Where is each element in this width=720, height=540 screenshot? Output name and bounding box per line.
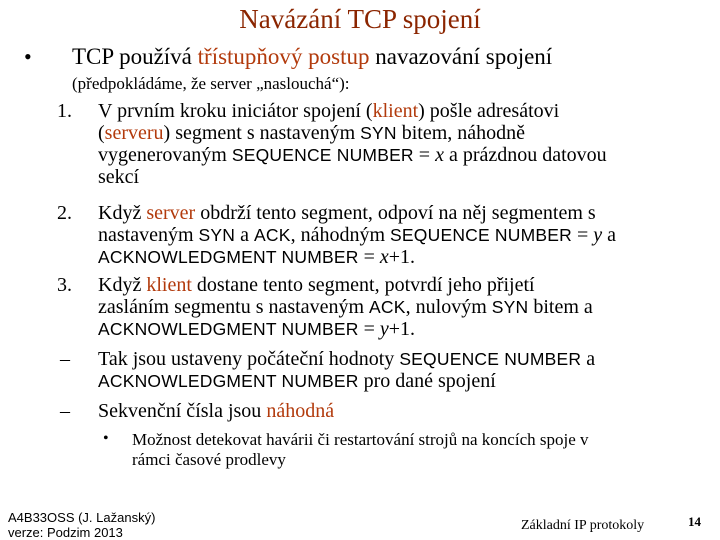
step-text: y xyxy=(379,318,389,340)
step-line xyxy=(98,318,415,341)
step-text: y xyxy=(593,224,603,246)
step-text: Sekvenční čísla jsou xyxy=(98,400,267,422)
main-point-text-end: navazování spojení xyxy=(369,44,553,69)
step-text: a prázdnou datovou xyxy=(443,144,607,166)
protocol-field: SEQUENCE NUMBER xyxy=(399,349,582,369)
step-text: Když xyxy=(98,202,147,224)
step-text: zasláním segmentu s nastaveným xyxy=(98,296,370,318)
step-text: , náhodným xyxy=(290,224,391,246)
step-text: vygenerovaným xyxy=(98,144,232,166)
step-text: nastaveným xyxy=(98,224,199,246)
main-point-highlight: třístupňový postup xyxy=(197,44,370,69)
step-line xyxy=(98,370,496,393)
protocol-field: ACKNOWLEDGMENT NUMBER xyxy=(98,319,359,339)
step-line xyxy=(98,144,607,167)
step-text: V prvním kroku iniciátor spojení ( xyxy=(98,100,373,122)
highlighted-term: klient xyxy=(146,274,192,296)
highlighted-term: náhodná xyxy=(266,400,335,422)
step-number: 1. xyxy=(57,100,72,122)
bullet-mark: • xyxy=(24,44,32,69)
sub-bullet-text xyxy=(132,430,589,470)
highlighted-term: klient xyxy=(372,100,419,122)
step-line xyxy=(98,348,595,371)
sub-bullet-line: rámci časové prodlevy xyxy=(132,450,286,469)
main-point-text: TCP používá xyxy=(72,44,198,69)
footer-course-info xyxy=(8,510,155,540)
main-point xyxy=(72,44,552,70)
step-line xyxy=(98,274,535,297)
protocol-field: SEQUENCE NUMBER xyxy=(390,225,572,245)
step-text: a xyxy=(235,224,255,246)
step-text: = xyxy=(413,144,436,166)
step-text: x xyxy=(435,144,444,166)
footer-topic: Základní IP protokoly xyxy=(521,518,645,533)
server-listening-note: (předpokládáme, že server „naslouchá“): xyxy=(72,74,350,93)
step-text: +1. xyxy=(388,318,416,340)
footer-course: A4B33OSS (J. Lažanský) xyxy=(8,510,156,525)
step-line xyxy=(98,166,139,189)
step-line xyxy=(98,122,525,145)
step-number: 3. xyxy=(57,274,72,296)
step-text: dostane tento segment, potvrdí jeho přijetí xyxy=(191,274,535,296)
step-text: sekcí xyxy=(98,166,140,188)
step-text: pro dané spojení xyxy=(358,370,496,392)
step-number: – xyxy=(60,400,70,422)
protocol-field: SEQUENCE NUMBER xyxy=(231,145,414,165)
protocol-field: ACKNOWLEDGMENT NUMBER xyxy=(98,247,359,267)
protocol-field: SYN xyxy=(198,225,236,245)
protocol-field: ACK xyxy=(369,297,406,317)
footer-version: verze: Podzim 2013 xyxy=(8,525,123,540)
slide-title: Navázání TCP spojení xyxy=(239,4,481,34)
protocol-field: SYN xyxy=(360,123,397,143)
step-text: = xyxy=(358,318,380,340)
step-text: a xyxy=(581,348,596,370)
step-number: – xyxy=(60,348,70,370)
highlighted-term: serveru xyxy=(104,122,164,144)
sub-bullet-mark: • xyxy=(103,430,109,447)
step-text: ) segment s nastaveným xyxy=(163,122,361,144)
step-line xyxy=(98,202,596,225)
step-text: bitem a xyxy=(528,296,593,318)
step-text: x xyxy=(379,246,389,268)
protocol-field: ACKNOWLEDGMENT NUMBER xyxy=(98,371,359,391)
highlighted-term: server xyxy=(146,202,196,224)
step-line xyxy=(98,224,616,247)
sub-bullet-line: Možnost detekovat havárii či restartování strojů na koncích spoje v xyxy=(132,430,589,449)
step-text: obdrží tento segment, odpoví na něj segmentem s xyxy=(195,202,596,224)
step-text: , nulovým xyxy=(405,296,492,318)
step-line xyxy=(98,100,559,123)
step-text: a xyxy=(602,224,617,246)
protocol-field: SYN xyxy=(491,297,529,317)
step-number: 2. xyxy=(57,202,72,224)
step-text: = xyxy=(571,224,594,246)
step-line xyxy=(98,296,593,319)
step-text: Když xyxy=(98,274,147,296)
step-text: Tak jsou ustaveny počáteční hodnoty xyxy=(98,348,400,370)
step-text: ) pošle adresátovi xyxy=(418,100,560,122)
step-text: bitem, náhodně xyxy=(396,122,526,144)
page-number: 14 xyxy=(688,514,701,529)
step-line xyxy=(98,400,334,423)
protocol-field: ACK xyxy=(254,225,291,245)
step-line xyxy=(98,246,415,269)
step-text: = xyxy=(358,246,380,268)
step-text: +1. xyxy=(388,246,416,268)
step-text: ( xyxy=(98,122,105,144)
